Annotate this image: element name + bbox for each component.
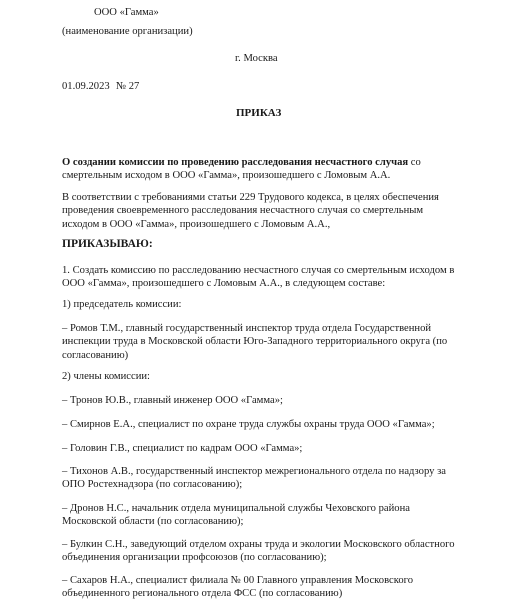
- order-word: ПРИКАЗЫВАЮ:: [62, 238, 153, 250]
- member-item: – Смирнов Е.А., специалист по охране труда службы охраны труда ООО «Гамма»;: [62, 419, 435, 430]
- member-item: – Сахаров Н.А., специалист филиала № 00 Главного управления Московского объединенного регионального отдела ФСС (по согласованию): [62, 575, 414, 600]
- order-subject: [62, 156, 462, 183]
- member-item: – Дронов Н.С., начальник отдела муниципальной службы Чеховского района Московской области (по согласованию);: [62, 503, 410, 528]
- order-subject-bold: О создании комиссии по проведению расследования несчастного случая: [62, 157, 409, 168]
- order-date: 01.09.2023: [62, 81, 110, 92]
- chair-member: – Ромов Т.М., главный государственный инспектор труда отдела Государственной инспекции труда в Московской области Юго-Западного территориального округа (по согласованию): [62, 323, 448, 361]
- member-item: – Головин Г.В., специалист по кадрам ООО «Гамма»;: [62, 443, 303, 454]
- member-item: – Булкин С.Н., заведующий отделом охраны труда и экологии Московского областного объединения организации профсоюзов (по согласованию);: [62, 539, 455, 564]
- chair-heading: 1) председатель комиссии:: [62, 299, 182, 310]
- order-number: № 27: [116, 81, 140, 92]
- member-item: – Тронов Ю.В., главный инженер ООО «Гамма»;: [62, 395, 283, 406]
- organization-name: ООО «Гамма»: [94, 7, 159, 18]
- member-item: – Тихонов А.В., государственный инспектор межрегионального отдела по надзору за ОПО Ростехнадзора (по согласованию);: [62, 466, 446, 491]
- order-subject-rest: со смертельным исходом в ООО «Гамма», произошедшего с Ломовым А.А.: [62, 157, 421, 182]
- preamble: В соответствии с требованиями статьи 229 Трудового кодекса, в целях обеспечения проведения своевременного расследования несчастного случая со смертельным исходом в ООО «Гамма», произошедшего с Ломовым А.А.,: [62, 192, 439, 230]
- document-title: ПРИКАЗ: [236, 107, 282, 119]
- members-heading: 2) члены комиссии:: [62, 371, 150, 382]
- city: г. Москва: [235, 53, 278, 64]
- organization-caption: (наименование организации): [62, 26, 193, 37]
- item-1: 1. Создать комиссию по расследованию несчастного случая со смертельным исходом в ООО «Гамма», произошедшего с Ломовым А.А., в следующем составе:: [62, 265, 455, 290]
